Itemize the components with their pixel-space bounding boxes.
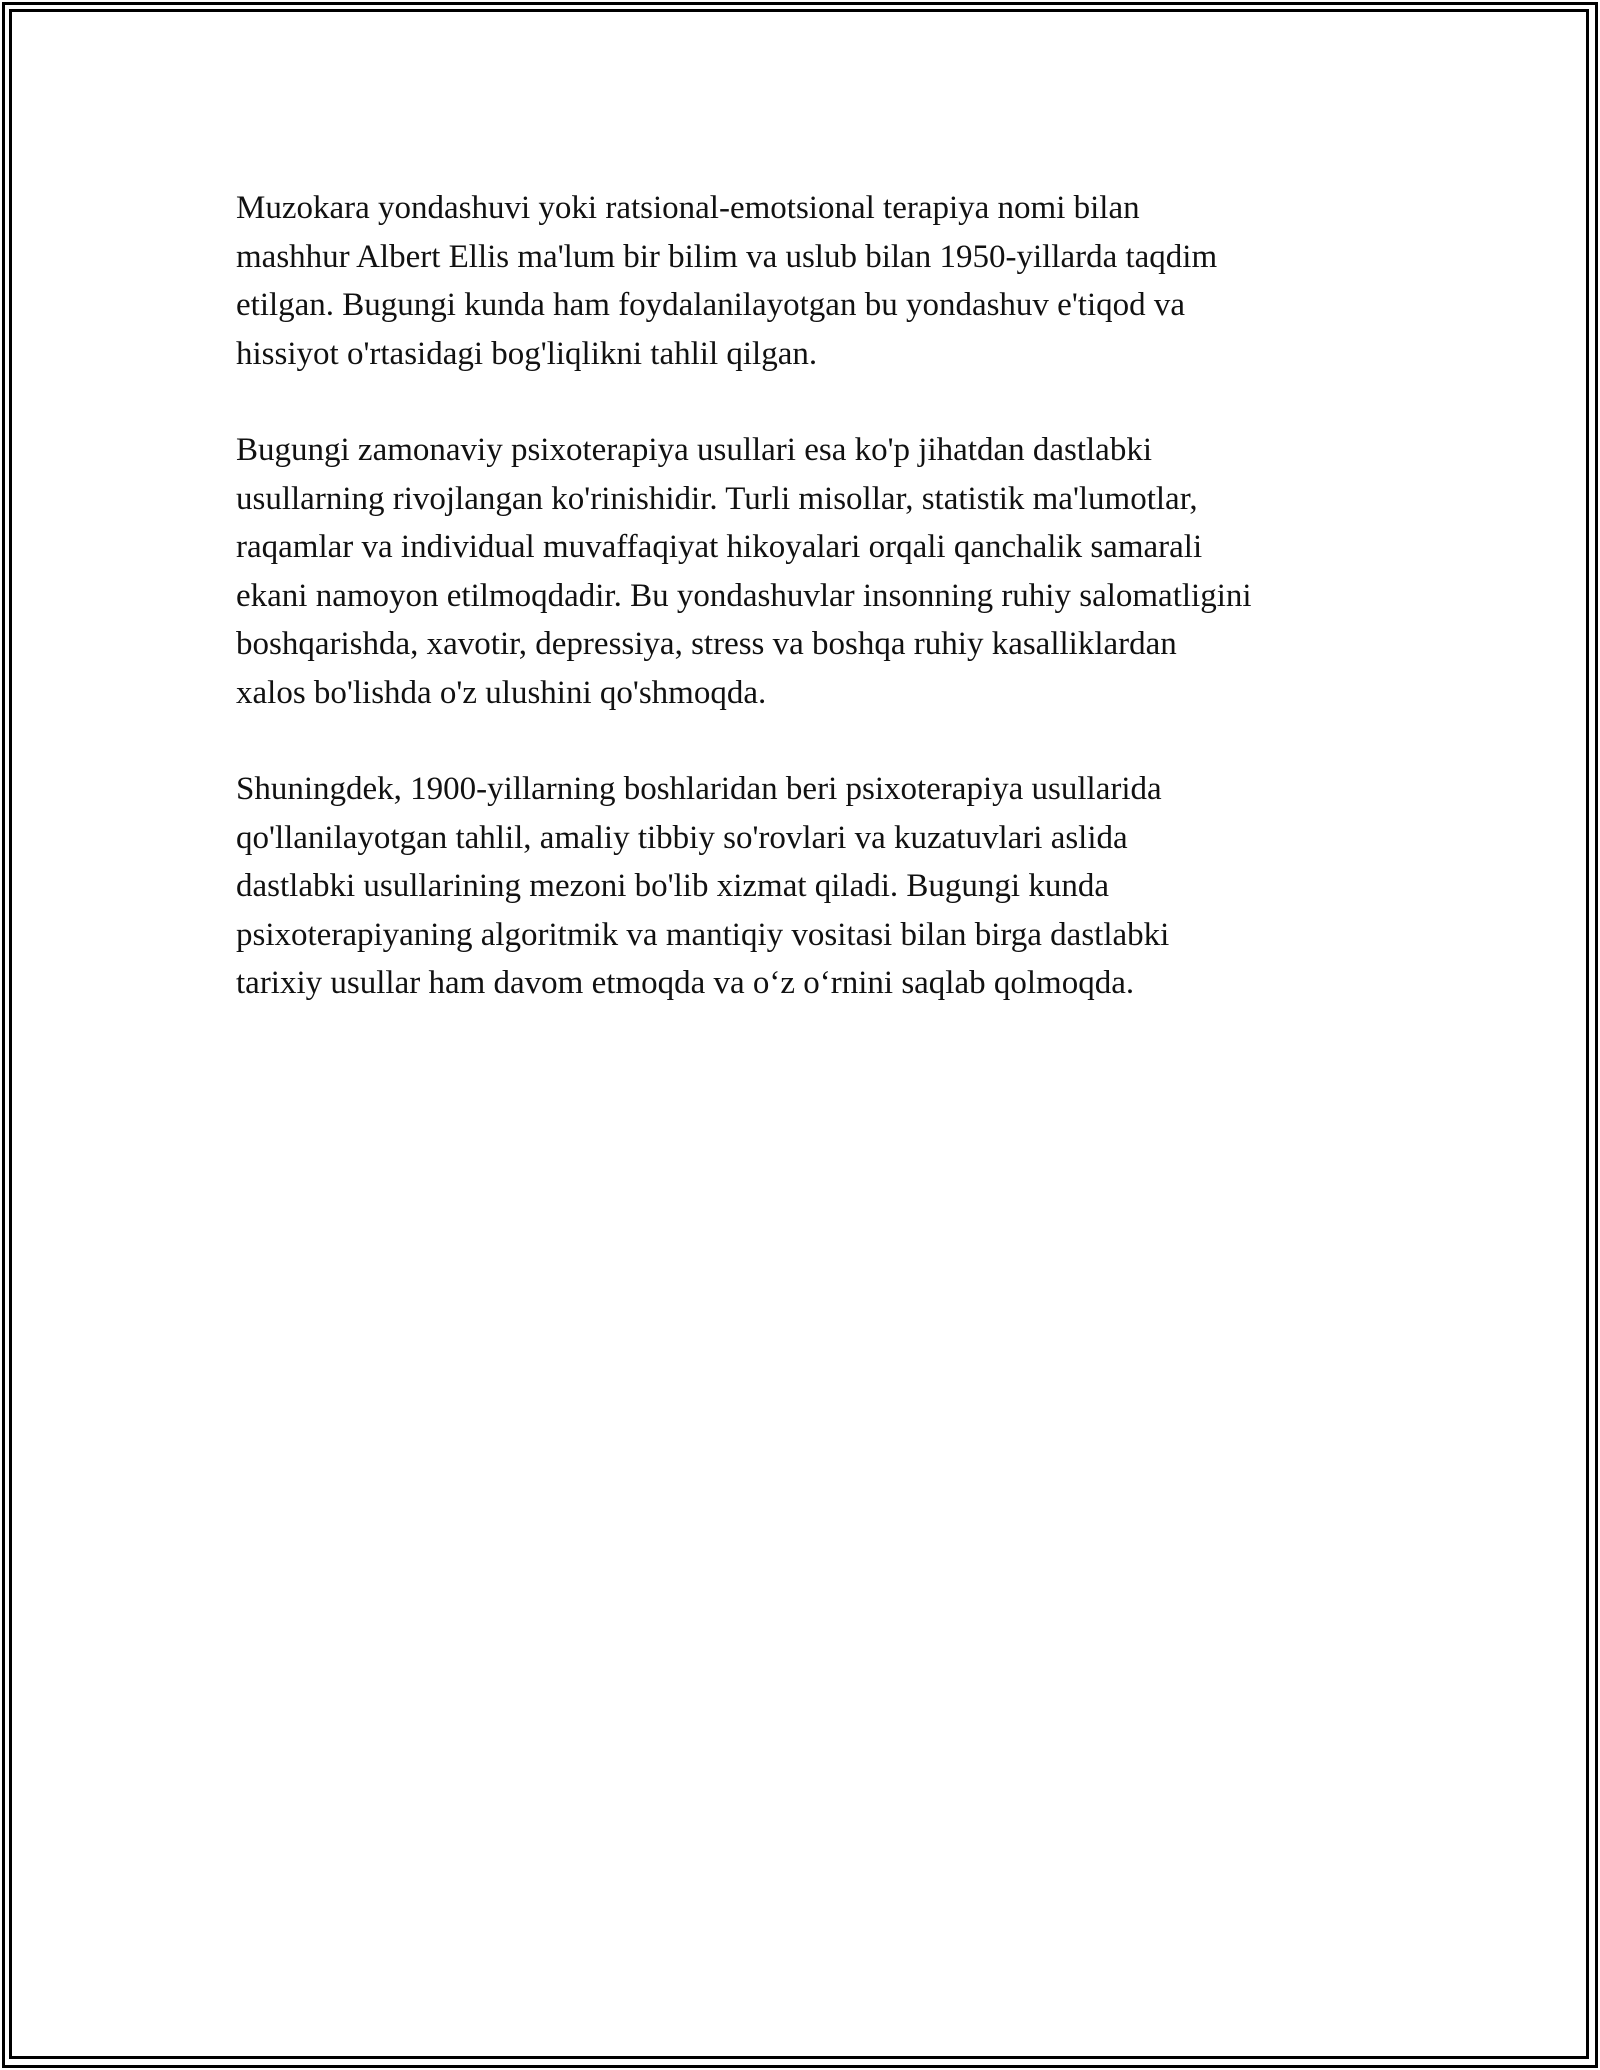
paragraph-1: Muzokara yondashuvi yoki ratsional-emotsional terapiya nomi bilan mashhur Albert Ellis ma'lum bir bilim va uslub bilan 1950-yillarda taqdim etilgan. Bugungi kunda ham foydalanilayotgan bu yondashuv e'tiqod va hissiyot o'rtasidagi bog'liqlikni tahlil qilgan.	[236, 190, 1218, 372]
paragraph-3: Shuningdek, 1900-yillarning boshlaridan beri psixoterapiya usullarida qo'llanilayotgan tahlil, amaliy tibbiy so'rovlari va kuzatuvlari aslida dastlabki usullarining mezoni bo'lib xizmat qiladi. Bugungi kunda psixoterapiyaning algoritmik va mantiqiy vositasi bilan birga dastlabki tarixiy usullar ham davom etmoqda va o‘z o‘rnini saqlab qolmoqda.	[236, 771, 1170, 1001]
paragraph-2: Bugungi zamonaviy psixoterapiya usullari esa ko'p jihatdan dastlabki usullarning rivojlangan ko'rinishidir. Turli misollar, statistik ma'lumotlar, raqamlar va individual muvaffaqiyat hikoyalari orqali qanchalik samarali ekani namoyon etilmoqdadir. Bu yondashuvlar insonning ruhiy salomatligini boshqarishda, xavotir, depressiya, stress va boshqa ruhiy kasalliklardan xalos bo'lishda o'z ulushini qo'shmoqda.	[236, 432, 1252, 711]
document-body	[236, 184, 1386, 1056]
